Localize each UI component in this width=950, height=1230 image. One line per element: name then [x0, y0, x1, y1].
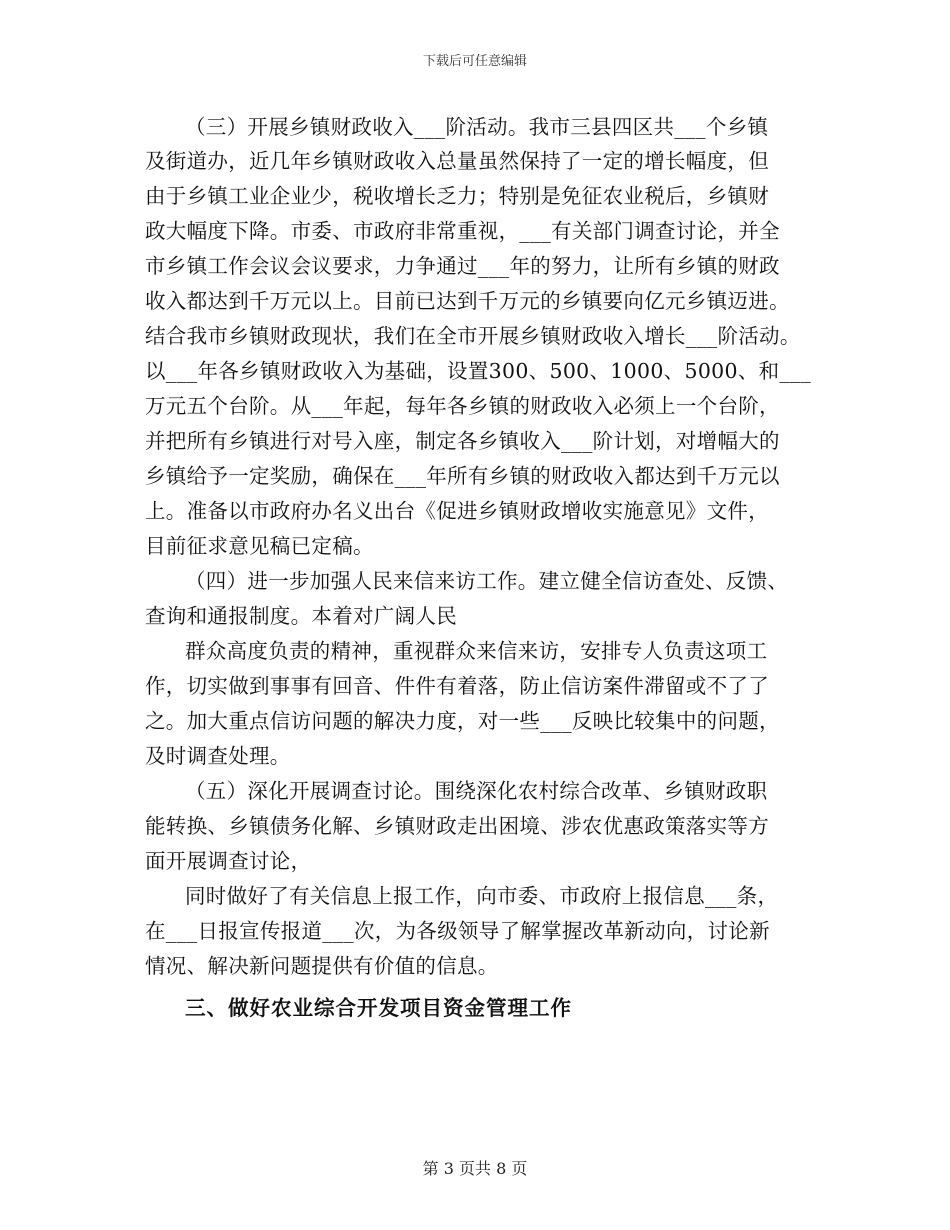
paragraph-line: 由于乡镇工业企业少，税收增长乏力；特别是免征农业税后，乡镇财	[145, 184, 769, 208]
paragraph-line: 之。加大重点信访问题的解决力度，对一些___反映比较集中的问题，	[145, 709, 780, 733]
paragraph-line: 情况、解决新问题提供有价值的信息。	[145, 954, 499, 978]
page-header: 下载后可任意编辑	[422, 54, 527, 69]
paragraph-line: 查询和通报制度。本着对广阔人民	[145, 604, 457, 628]
paragraph-line: 结合我市乡镇财政现状，我们在全市开展乡镇财政收入增长___阶活动。	[145, 324, 801, 348]
paragraph-line: 并把所有乡镇进行对号入座，制定各乡镇收入___阶计划，对增幅大的	[145, 429, 780, 453]
paragraph-line: 及街道办，近几年乡镇财政收入总量虽然保持了一定的增长幅度，但	[145, 149, 769, 173]
paragraph-line: 目前征求意见稿已定稿。	[145, 534, 374, 558]
paragraph-line: 收入都达到千万元以上。目前已达到千万元的乡镇要向亿元乡镇迈进。	[145, 289, 790, 313]
paragraph-line: 乡镇给予一定奖励，确保在___年所有乡镇的财政收入都达到千万元以	[145, 464, 780, 488]
paragraph-line: 政大幅度下降。市委、市政府非常重视，___有关部门调查讨论，并全	[145, 219, 780, 243]
paragraph-line: 面开展调查讨论，	[145, 849, 312, 873]
paragraph-line: 作，切实做到事事有回音、件件有着落，防止信访案件滞留或不了了	[145, 674, 769, 698]
paragraph-line: 在___日报宣传报道___次，为各级领导了解掌握改革新动向，讨论新	[145, 919, 770, 943]
section-heading: 三、做好农业综合开发项目资金管理工作	[185, 996, 572, 1020]
page-number-footer: 第 3 页共 8 页	[422, 1159, 528, 1178]
paragraph-line: 及时调查处理。	[145, 744, 291, 768]
paragraph-line: （四）进一步加强人民来信来访工作。建立健全信访查处、反馈、	[185, 569, 789, 593]
paragraph-line: 市乡镇工作会议会议要求，力争通过___年的努力，让所有乡镇的财政	[145, 254, 780, 278]
paragraph-line: 群众高度负责的精神，重视群众来信来访，安排专人负责这项工	[185, 639, 768, 663]
paragraph-line: （五）深化开展调查讨论。围绕深化农村综合改革、乡镇财政职	[185, 779, 768, 803]
paragraph-line: （三）开展乡镇财政收入___阶活动。我市三县四区共___个乡镇	[185, 115, 769, 139]
paragraph-line: 同时做好了有关信息上报工作，向市委、市政府上报信息___条，	[185, 884, 779, 908]
paragraph-line: 以___年各乡镇财政收入为基础，设置300、500、1000、5000、和___	[145, 359, 812, 383]
paragraph-line: 万元五个台阶。从___年起，每年各乡镇的财政收入必须上一个台阶，	[145, 394, 780, 418]
paragraph-line: 能转换、乡镇债务化解、乡镇财政走出困境、涉农优惠政策落实等方	[145, 814, 769, 838]
paragraph-line: 上。准备以市政府办名义出台《促进乡镇财政增收实施意见》文件，	[145, 499, 769, 523]
